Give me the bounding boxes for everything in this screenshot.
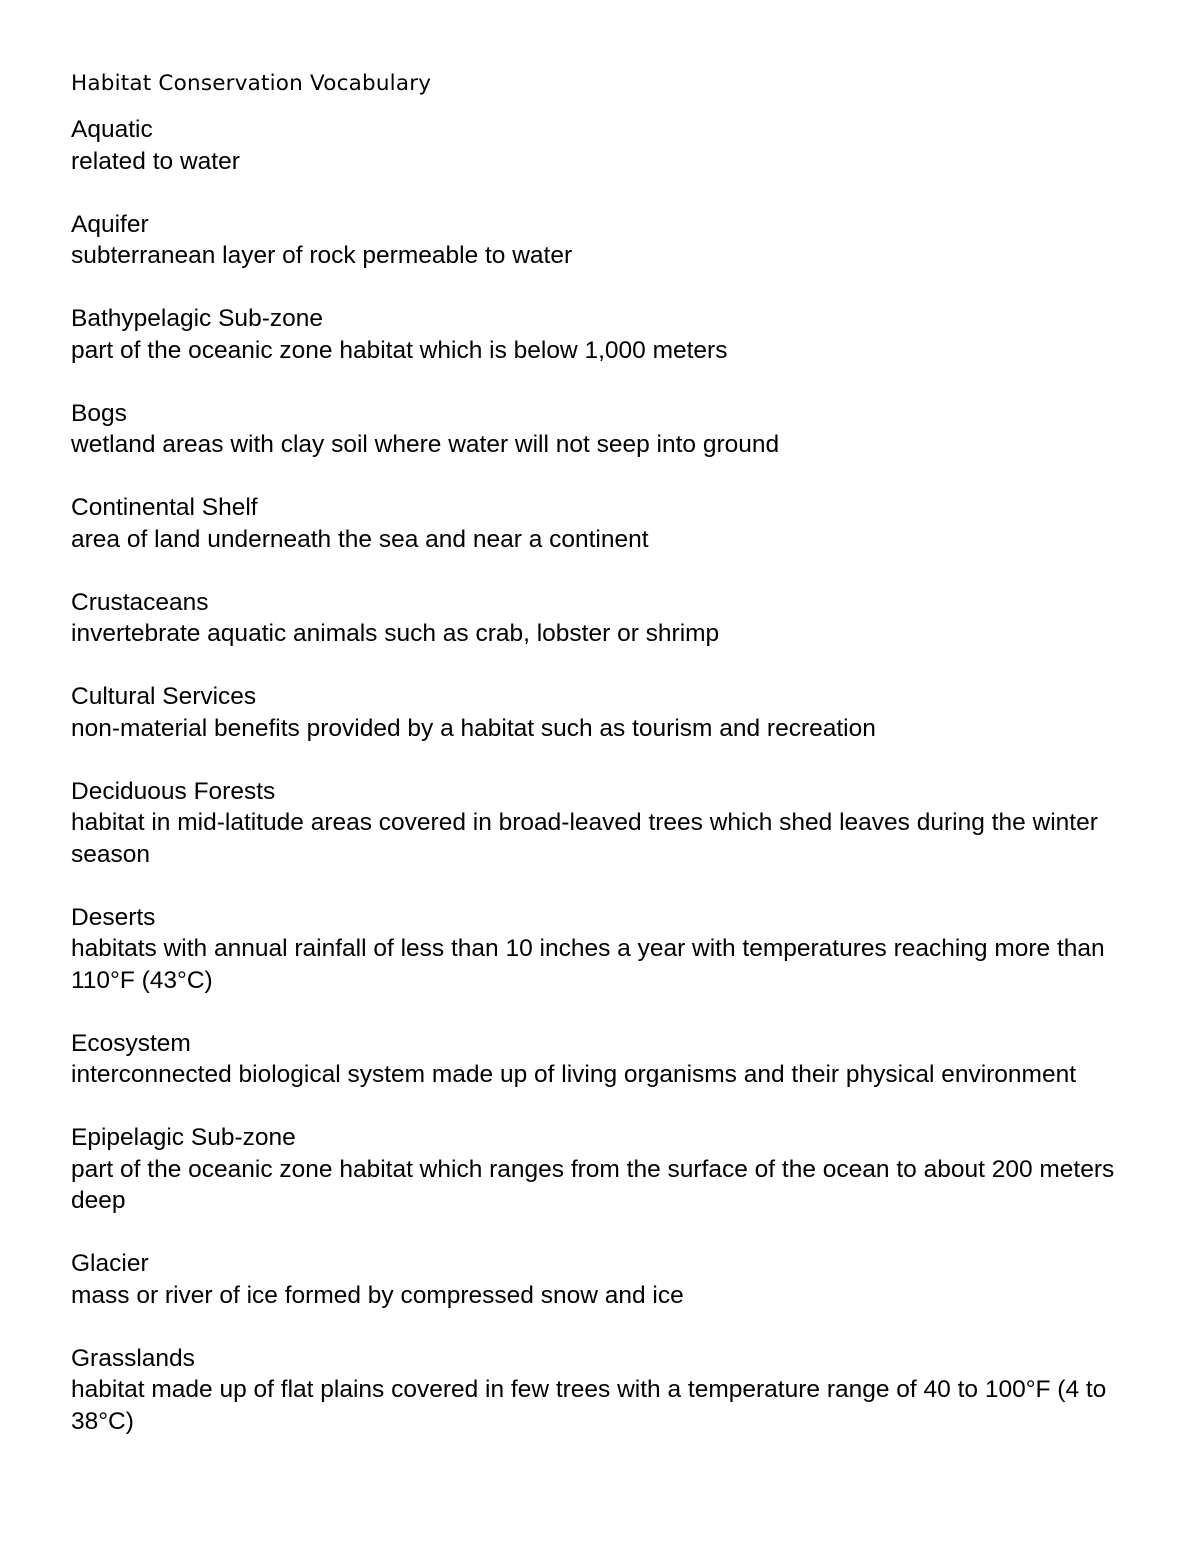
vocabulary-entry [71, 681, 1131, 744]
definition: part of the oceanic zone habitat which ranges from the surface of the ocean to about 200 meters deep [71, 1155, 1115, 1214]
vocabulary-entry [71, 1028, 1131, 1091]
vocabulary-entry [71, 114, 1131, 177]
document-page [71, 68, 1131, 1469]
definition: related to water [71, 147, 240, 175]
term: Grasslands [71, 1344, 195, 1372]
term: Glacier [71, 1250, 149, 1277]
term: Ecosystem [71, 1029, 191, 1057]
term: Deciduous Forests [71, 777, 276, 805]
definition: part of the oceanic zone habitat which is below 1,000 meters [71, 336, 728, 364]
term: Continental Shelf [71, 494, 258, 521]
vocabulary-entry [71, 398, 1131, 461]
definition: invertebrate aquatic animals such as crab, lobster or shrimp [71, 620, 720, 647]
term: Deserts [71, 903, 156, 931]
definition: subterranean layer of rock permeable to water [71, 242, 573, 269]
definition: habitat made up of flat plains covered in few trees with a temperature range of 40 to 100°F (4 to 38°C) [71, 1376, 1107, 1435]
definition: wetland areas with clay soil where water will not seep into ground [71, 431, 780, 458]
definition: non-material benefits provided by a habitat such as tourism and recreation [71, 714, 876, 742]
vocabulary-entry [71, 492, 1131, 555]
vocabulary-entry [71, 1248, 1131, 1311]
vocabulary-entry [71, 303, 1131, 366]
vocabulary-entry [71, 1122, 1131, 1217]
term: Aquatic [71, 116, 153, 143]
vocabulary-entry [71, 1343, 1131, 1438]
vocabulary-entry [71, 209, 1131, 272]
definition: habitat in mid-latitude areas covered in broad-leaved trees which shed leaves during the winter season [71, 809, 1098, 868]
vocabulary-entry [71, 587, 1131, 650]
definition: mass or river of ice formed by compressed snow and ice [71, 1281, 684, 1309]
term: Epipelagic Sub-zone [71, 1124, 296, 1151]
definition: interconnected biological system made up of living organisms and their physical environment [71, 1061, 1077, 1088]
document-title: Habitat Conservation Vocabulary [71, 71, 432, 96]
term: Cultural Services [71, 683, 257, 710]
definition: area of land underneath the sea and near a continent [71, 525, 649, 553]
vocabulary-entry [71, 776, 1131, 871]
term: Crustaceans [71, 588, 209, 616]
definition: habitats with annual rainfall of less than 10 inches a year with temperatures reaching more than 110°F (43°C) [71, 935, 1105, 994]
term: Bogs [71, 399, 127, 427]
vocabulary-entry [71, 902, 1131, 997]
term: Bathypelagic Sub-zone [71, 305, 323, 332]
term: Aquifer [71, 210, 149, 238]
